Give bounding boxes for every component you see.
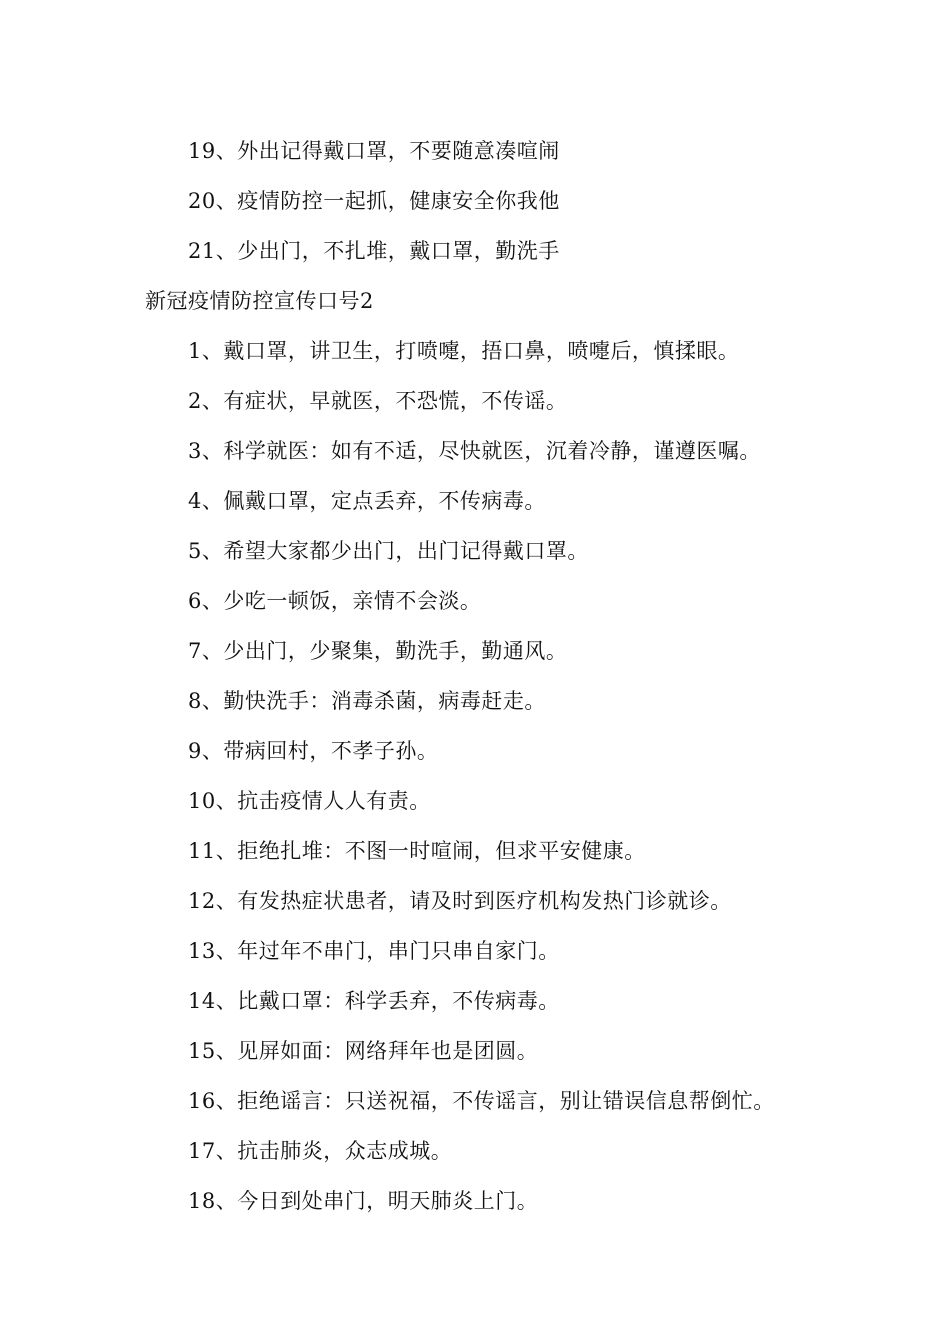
slogan-item: 2、有症状，早就医，不恐慌，不传谣。 — [188, 389, 568, 413]
slogan-item: 4、佩戴口罩，定点丢弃，不传病毒。 — [188, 489, 546, 513]
slogan-item: 9、带病回村，不孝子孙。 — [188, 739, 439, 763]
slogan-item: 21、少出门，不扎堆，戴口罩，勤洗手 — [188, 239, 560, 263]
slogan-item: 11、拒绝扎堆：不图一时喧闹，但求平安健康。 — [188, 839, 646, 863]
slogan-item: 1、戴口罩，讲卫生，打喷嚏，捂口鼻，喷嚏后，慎揉眼。 — [188, 339, 740, 363]
slogan-item: 17、抗击肺炎，众志成城。 — [188, 1139, 453, 1163]
slogan-item: 13、年过年不串门，串门只串自家门。 — [188, 939, 560, 963]
slogan-item: 3、科学就医：如有不适，尽快就医，沉着冷静，谨遵医嘱。 — [188, 439, 761, 463]
slogan-item: 20、疫情防控一起抓，健康安全你我他 — [188, 189, 560, 213]
slogan-item: 5、希望大家都少出门，出门记得戴口罩。 — [188, 539, 589, 563]
section-heading: 新冠疫情防控宣传口号2 — [145, 289, 374, 313]
slogan-item: 8、勤快洗手：消毒杀菌，病毒赶走。 — [188, 689, 546, 713]
slogan-item: 14、比戴口罩：科学丢弃，不传病毒。 — [188, 989, 560, 1013]
slogan-item: 7、少出门，少聚集，勤洗手，勤通风。 — [188, 639, 568, 663]
slogan-item: 12、有发热症状患者，请及时到医疗机构发热门诊就诊。 — [188, 889, 732, 913]
slogan-item: 15、见屏如面：网络拜年也是团圆。 — [188, 1039, 539, 1063]
slogan-item: 19、外出记得戴口罩，不要随意凑喧闹 — [188, 139, 560, 163]
slogan-item: 16、拒绝谣言：只送祝福，不传谣言，别让错误信息帮倒忙。 — [188, 1089, 775, 1113]
slogan-item: 6、少吃一顿饭，亲情不会淡。 — [188, 589, 482, 613]
slogan-item: 18、今日到处串门，明天肺炎上门。 — [188, 1189, 539, 1213]
slogan-item: 10、抗击疫情人人有责。 — [188, 789, 431, 813]
